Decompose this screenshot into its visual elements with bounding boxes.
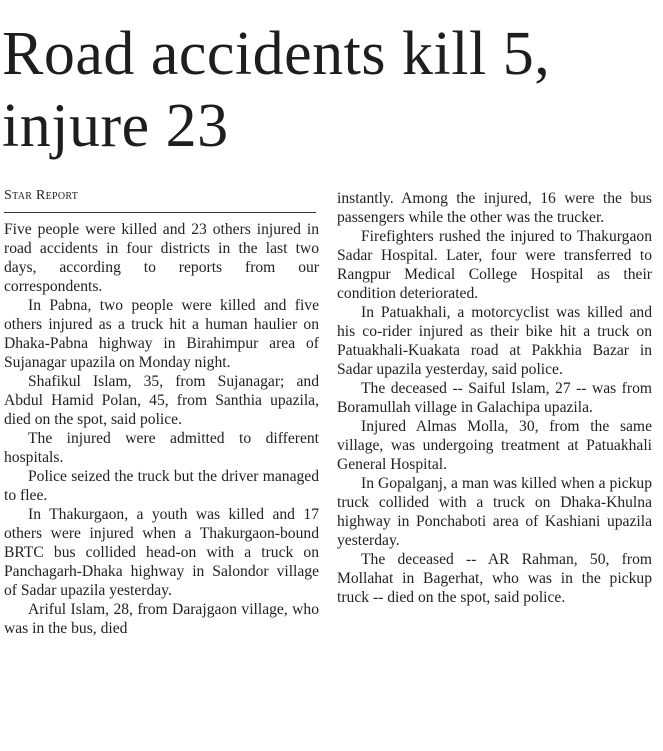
paragraph: Shafikul Islam, 35, from Sujanagar; and Abdul Hamid Polan, 45, from Santhia upazila, died on the spot, said police.: [4, 373, 319, 428]
article-column-left: [4, 220, 319, 638]
paragraph: In Pabna, two people were killed and five others injured as a truck hit a human haulier on Dhaka-Pabna highway in Birahimpur area of Sujanagar upazila on Monday night.: [4, 297, 319, 371]
paragraph: Police seized the truck but the driver managed to flee.: [4, 468, 319, 504]
page-header-text: [0, 0, 663, 6]
paragraph: In Gopalganj, a man was killed when a pickup truck collided with a truck on Dhaka-Khulna highway in Ponchaboti area of Kashiani upazila yesterday.: [337, 475, 652, 549]
paragraph: Ariful Islam, 28, from Darajgaon village, who was in the bus, died: [4, 601, 319, 637]
byline-rule: [4, 212, 316, 213]
headline: Road accidents kill 5, injure 23: [2, 20, 551, 160]
paragraph: Injured Almas Molla, 30, from the same village, was undergoing treatment at Patuakhali General Hospital.: [337, 418, 652, 473]
byline: Star Report: [4, 188, 79, 203]
paragraph: The deceased -- Saiful Islam, 27 -- was from Boramullah village in Galachipa upazila.: [337, 380, 652, 416]
page-header-strip: [0, 0, 663, 6]
paragraph: In Patuakhali, a motorcyclist was killed and his co-rider injured as their bike hit a truck on Patuakhali-Kuakata road at Pakkhia Bazar in Sadar upazila yesterday, said police.: [337, 304, 652, 378]
paragraph: The deceased -- AR Rahman, 50, from Mollahat in Bagerhat, who was in the pickup truck -- died on the spot, said police.: [337, 551, 652, 606]
paragraph: In Thakurgaon, a youth was killed and 17 others were injured when a Thakurgaon-bound BRTC bus collided head-on with a truck on Panchagarh-Dhaka highway in Salondor village of Sadar upazila yesterday.: [4, 506, 319, 599]
article-column-right: [337, 189, 652, 607]
paragraph: instantly. Among the injured, 16 were the bus passengers while the other was the trucker.: [337, 190, 652, 226]
paragraph: The injured were admitted to different hospitals.: [4, 430, 319, 466]
paragraph: Firefighters rushed the injured to Thakurgaon Sadar Hospital. Later, four were transferred to Rangpur Medical College Hospital as their condition deteriorated.: [337, 228, 652, 302]
paragraph: Five people were killed and 23 others injured in road accidents in four districts in the last two days, according to reports from our correspondents.: [4, 221, 319, 295]
